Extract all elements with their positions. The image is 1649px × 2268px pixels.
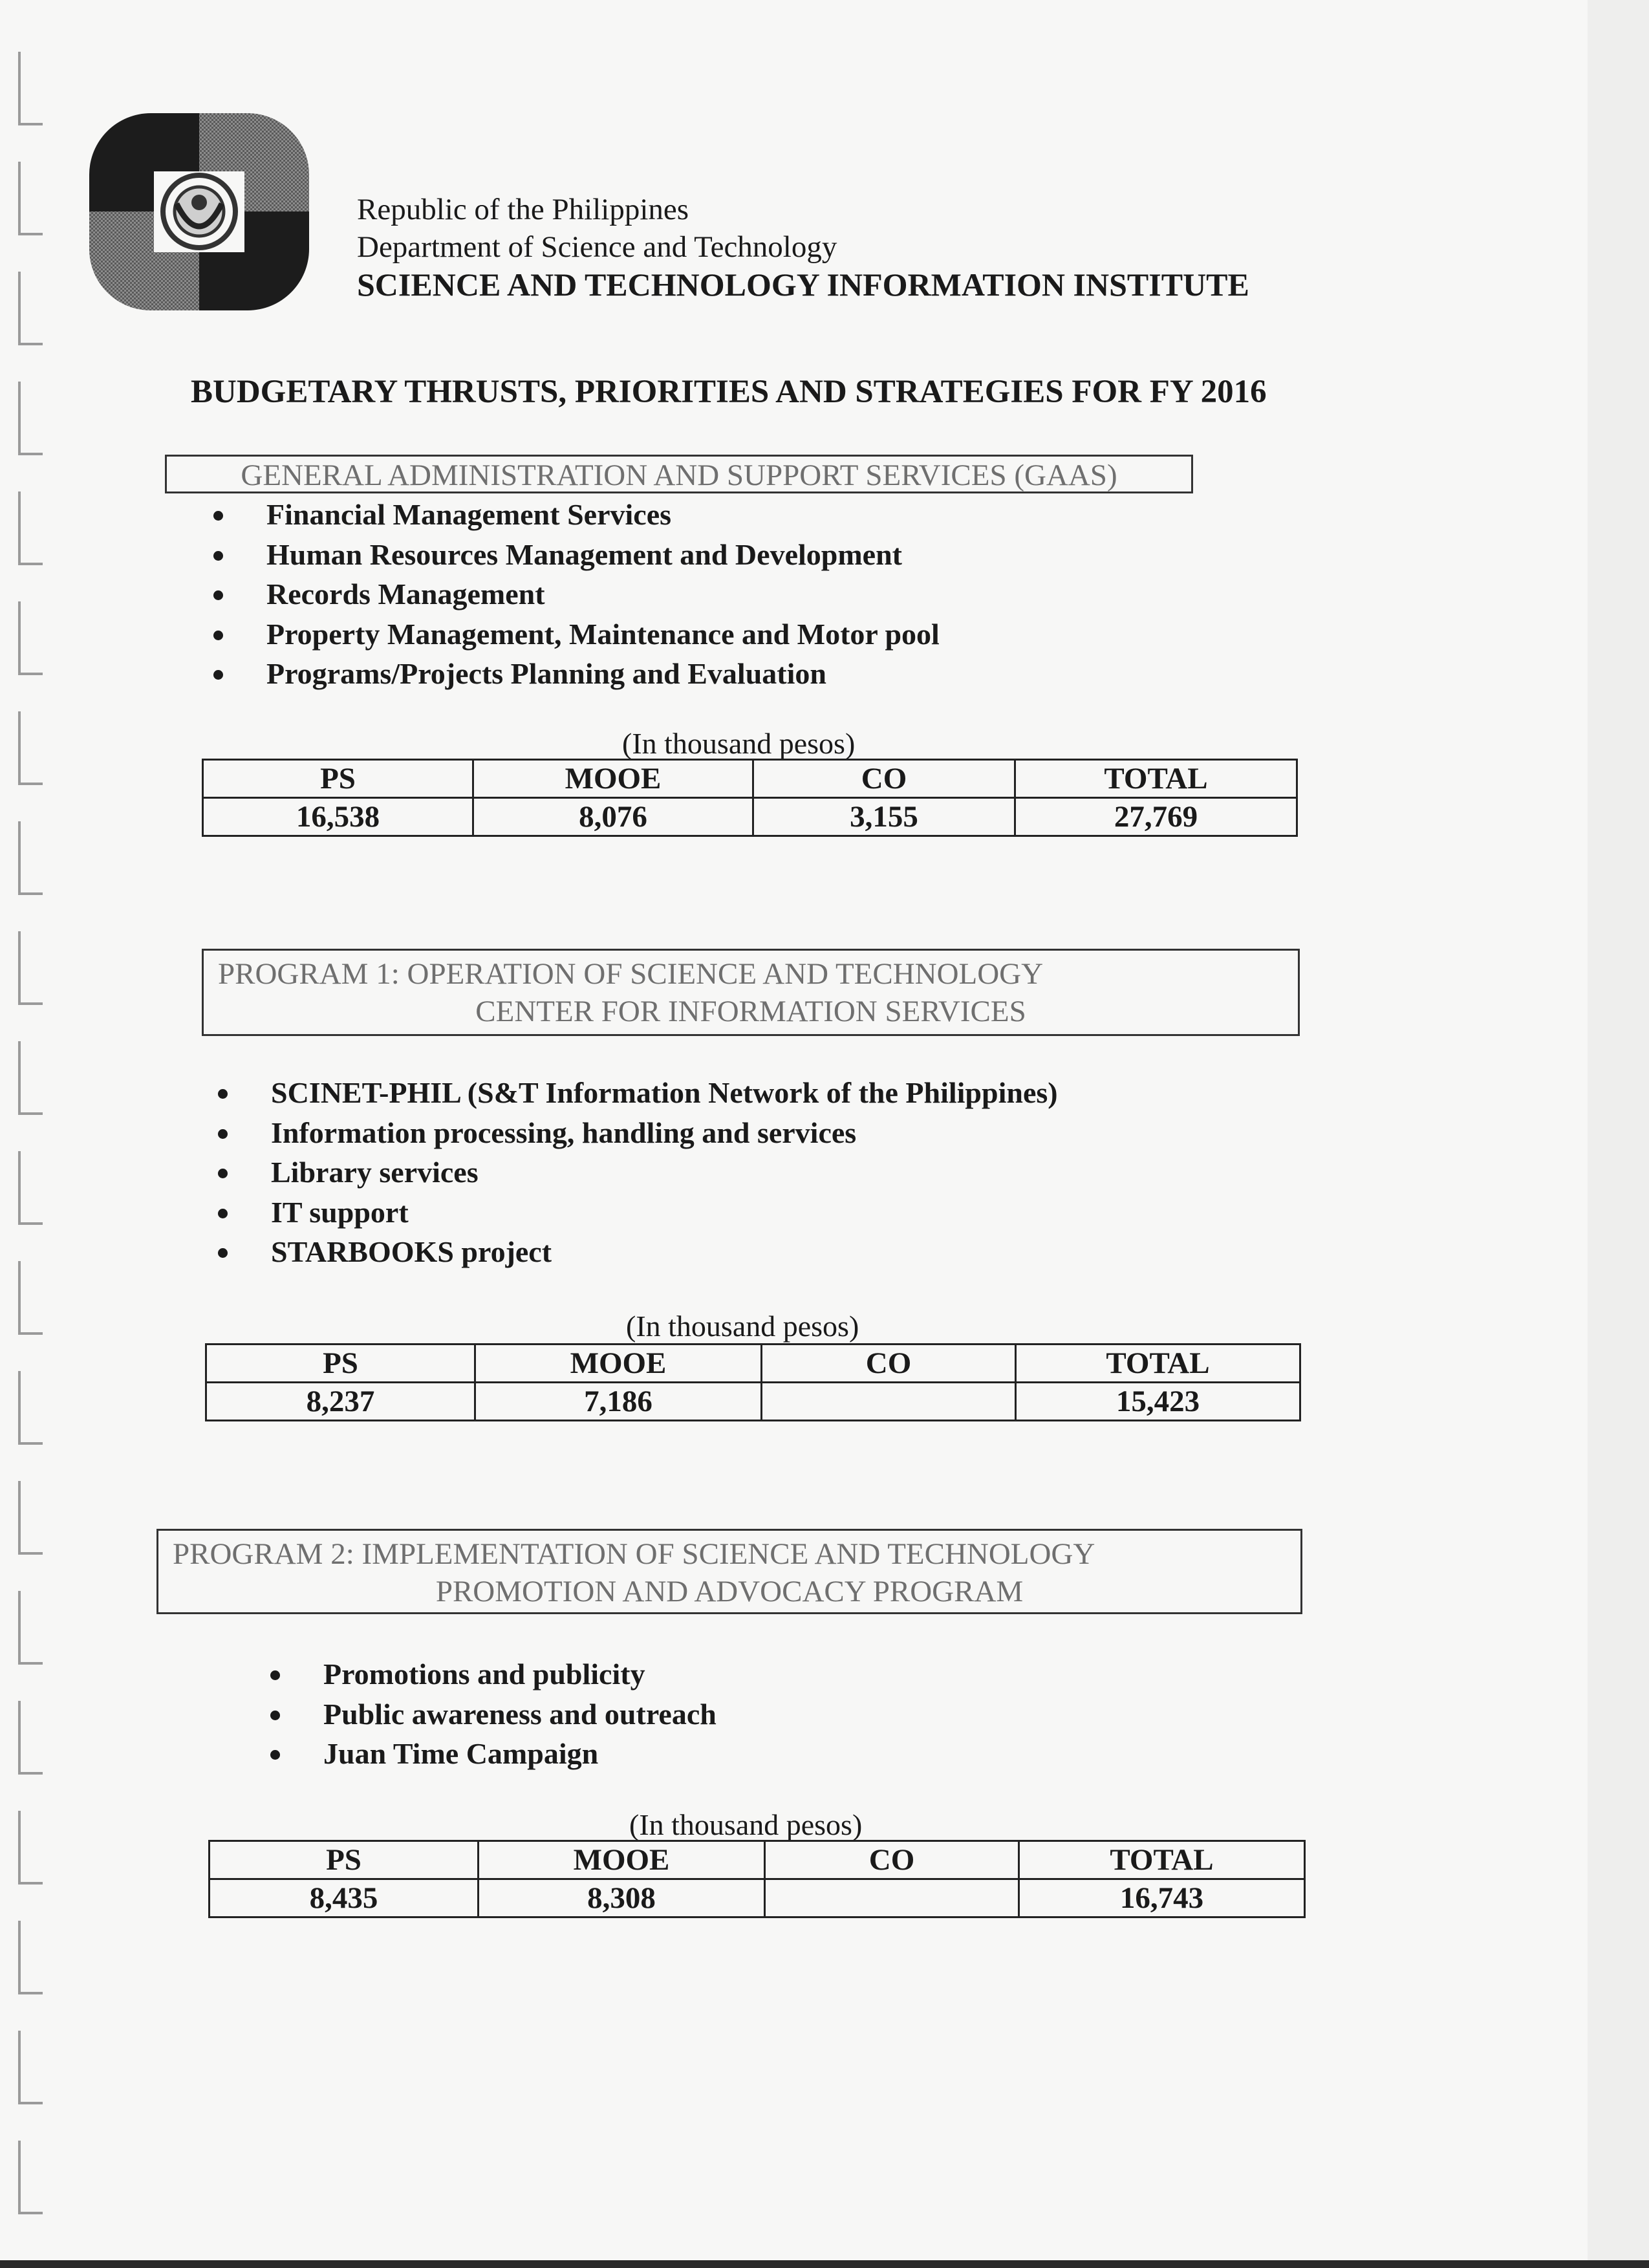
binder-hole [18, 382, 43, 455]
section-heading-line: CENTER FOR INFORMATION SERVICES [475, 995, 1026, 1028]
page-edge [1588, 0, 1649, 2268]
table-header-row [206, 1345, 1300, 1383]
binder-hole [18, 2141, 43, 2214]
column-header-mooe: MOOE [475, 1345, 762, 1383]
list-item: Programs/Projects Planning and Evaluation [213, 654, 940, 694]
bullet-icon [218, 1129, 228, 1139]
bullet-icon [213, 590, 223, 600]
list-item: Human Resources Management and Development [213, 535, 940, 575]
table-header-row [210, 1841, 1305, 1879]
list-item: Financial Management Services [213, 495, 940, 535]
list-item: Property Management, Maintenance and Motor pool [213, 614, 940, 654]
binder-hole [18, 162, 43, 235]
binder-hole [18, 711, 43, 785]
unit-label: (In thousand pesos) [629, 1808, 863, 1841]
bullet-icon [213, 670, 223, 680]
program-1-item-list [218, 1073, 1058, 1272]
section-heading-program-1 [202, 949, 1300, 1036]
section-heading-line: PROMOTION AND ADVOCACY PROGRAM [435, 1575, 1024, 1608]
binder-hole [18, 1261, 43, 1335]
section-heading-gaas [165, 455, 1193, 493]
scan-border [0, 2260, 1649, 2268]
binder-hole [18, 601, 43, 675]
section-heading-line: GENERAL ADMINISTRATION AND SUPPORT SERVICES (GAAS) [241, 459, 1117, 492]
list-item: Library services [218, 1152, 1058, 1193]
column-header-co: CO [765, 1841, 1019, 1879]
cell-co: 3,155 [753, 798, 1015, 836]
bullet-icon [270, 1750, 280, 1760]
gaas-item-list [213, 495, 940, 694]
table-row [210, 1879, 1305, 1917]
cell-mooe: 8,076 [473, 798, 753, 836]
list-item: Public awareness and outreach [270, 1694, 717, 1734]
letterhead [357, 191, 1249, 303]
column-header-co: CO [762, 1345, 1016, 1383]
document-title: BUDGETARY THRUSTS, PRIORITIES AND STRATEGIES FOR FY 2016 [191, 374, 1267, 410]
binder-hole [18, 272, 43, 345]
section-heading-program-2 [156, 1529, 1302, 1614]
column-header-co: CO [753, 760, 1015, 798]
binder-hole [18, 1701, 43, 1775]
budget-table-program-1 [205, 1343, 1301, 1421]
binder-hole [18, 2031, 43, 2104]
binder-holes [0, 0, 52, 2268]
bullet-icon [213, 511, 223, 521]
budget-table-program-2 [208, 1840, 1306, 1918]
binder-hole [18, 1481, 43, 1555]
binder-hole [18, 1041, 43, 1115]
cell-ps: 8,435 [210, 1879, 479, 1917]
bullet-icon [218, 1209, 228, 1218]
column-header-total: TOTAL [1019, 1841, 1305, 1879]
cell-ps: 8,237 [206, 1383, 475, 1421]
republic-line: Republic of the Philippines [357, 193, 689, 226]
column-header-total: TOTAL [1016, 1345, 1300, 1383]
binder-hole [18, 1921, 43, 1994]
program-2-item-list [270, 1654, 717, 1774]
cell-co [765, 1879, 1019, 1917]
list-item: Promotions and publicity [270, 1654, 717, 1694]
list-item: Records Management [213, 574, 940, 614]
bullet-icon [213, 631, 223, 640]
table-row [203, 798, 1297, 836]
bullet-icon [213, 551, 223, 561]
binder-hole [18, 1371, 43, 1445]
column-header-total: TOTAL [1015, 760, 1297, 798]
binder-hole [18, 1151, 43, 1225]
cell-total: 27,769 [1015, 798, 1297, 836]
unit-label: (In thousand pesos) [622, 727, 856, 760]
institute-name: SCIENCE AND TECHNOLOGY INFORMATION INSTITUTE [357, 266, 1249, 303]
section-heading-line: PROGRAM 1: OPERATION OF SCIENCE AND TECHNOLOGY [218, 957, 1044, 991]
section-heading-line: PROGRAM 2: IMPLEMENTATION OF SCIENCE AND TECHNOLOGY [173, 1537, 1095, 1571]
binder-hole [18, 491, 43, 565]
dost-logo [89, 113, 309, 310]
column-header-ps: PS [203, 760, 473, 798]
cell-co [762, 1383, 1016, 1421]
cell-mooe: 8,308 [479, 1879, 765, 1917]
table-row [206, 1383, 1300, 1421]
bullet-icon [270, 1711, 280, 1720]
column-header-mooe: MOOE [473, 760, 753, 798]
column-header-mooe: MOOE [479, 1841, 765, 1879]
list-item: STARBOOKS project [218, 1232, 1058, 1272]
cell-total: 16,743 [1019, 1879, 1305, 1917]
bullet-icon [270, 1670, 280, 1680]
list-item: IT support [218, 1193, 1058, 1233]
binder-hole [18, 931, 43, 1005]
binder-hole [18, 52, 43, 125]
cell-mooe: 7,186 [475, 1383, 762, 1421]
binder-hole [18, 821, 43, 895]
bullet-icon [218, 1248, 228, 1258]
list-item: Information processing, handling and services [218, 1113, 1058, 1153]
unit-label: (In thousand pesos) [626, 1310, 859, 1343]
cell-ps: 16,538 [203, 798, 473, 836]
department-line: Department of Science and Technology [357, 230, 837, 264]
binder-hole [18, 1811, 43, 1885]
table-header-row [203, 760, 1297, 798]
column-header-ps: PS [210, 1841, 479, 1879]
binder-hole [18, 1591, 43, 1665]
bullet-icon [218, 1089, 228, 1099]
list-item: SCINET-PHIL (S&T Information Network of the Philippines) [218, 1073, 1058, 1113]
column-header-ps: PS [206, 1345, 475, 1383]
list-item: Juan Time Campaign [270, 1734, 717, 1774]
bullet-icon [218, 1169, 228, 1178]
budget-table-gaas [202, 759, 1298, 837]
cell-total: 15,423 [1016, 1383, 1300, 1421]
